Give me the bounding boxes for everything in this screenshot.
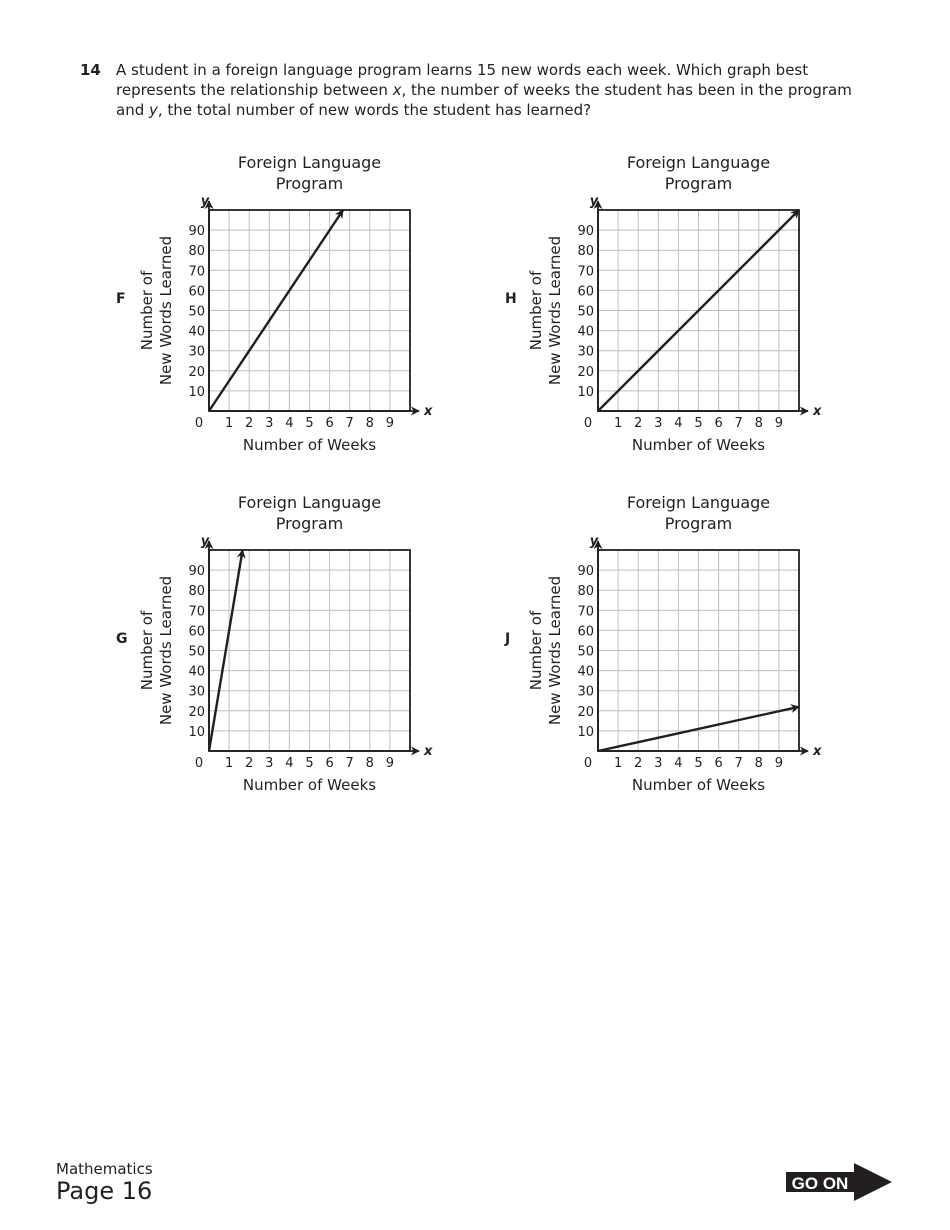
y-tick-label: 30 [188, 344, 205, 360]
x-axis-name: x [424, 744, 433, 759]
question-number: 14 [80, 61, 101, 79]
x-tick-label: 3 [654, 416, 663, 431]
chart-title: Program [664, 174, 733, 193]
x-tick-label: 0 [194, 756, 204, 771]
choice-label-j[interactable]: J [505, 631, 511, 647]
go-on-label: GO ON [791, 1174, 849, 1193]
y-axis-label: Number of [527, 610, 545, 691]
x-axis-name: x [813, 404, 822, 419]
x-tick-label: 5 [305, 756, 314, 771]
question-text: A student in a foreign language program learns 15 new words each week. Which graph best represents the relationship between x, the number of weeks the student has been in the program and y, the total number of new words the student has learned? [116, 61, 852, 119]
x-tick-label: 2 [634, 416, 643, 431]
x-tick-label: 2 [634, 756, 643, 771]
y-tick-label: 90 [188, 564, 205, 580]
y-axis-label: Number of [138, 610, 156, 691]
chart-title: Foreign Language [237, 153, 382, 172]
y-tick-label: 70 [577, 264, 594, 280]
y-tick-label: 50 [188, 304, 205, 320]
x-axis-label: Number of Weeks [631, 776, 766, 794]
y-tick-label: 10 [188, 724, 205, 740]
y-tick-label: 50 [577, 644, 594, 660]
y-tick-label: 10 [577, 724, 594, 740]
chart-title: Program [664, 514, 733, 533]
y-tick-label: 20 [188, 364, 205, 380]
x-tick-label: 7 [345, 756, 354, 771]
y-axis-label: Number of [138, 270, 156, 351]
y-tick-label: 70 [577, 604, 594, 620]
x-tick-label: 1 [224, 416, 234, 431]
x-tick-label: 2 [245, 416, 254, 431]
y-axis-label: New Words Learned [546, 575, 564, 726]
x-axis-label: Number of Weeks [631, 436, 766, 454]
x-tick-label: 4 [674, 416, 683, 431]
x-tick-label: 0 [583, 416, 593, 431]
choice-label-h[interactable]: H [505, 291, 517, 307]
choice-label-g[interactable]: G [116, 631, 128, 647]
y-tick-label: 40 [577, 324, 594, 340]
y-tick-label: 50 [577, 304, 594, 320]
y-tick-label: 80 [188, 244, 205, 260]
y-tick-label: 20 [577, 704, 594, 720]
y-axis-name: y [589, 534, 599, 549]
y-tick-label: 70 [188, 264, 205, 280]
y-tick-label: 80 [577, 244, 594, 260]
x-tick-label: 7 [345, 416, 354, 431]
y-tick-label: 40 [188, 664, 205, 680]
x-tick-label: 0 [583, 756, 593, 771]
x-axis-label: Number of Weeks [242, 776, 377, 794]
page-number: Page 16 [56, 1177, 153, 1205]
y-axis-name: y [589, 194, 599, 209]
x-tick-label: 3 [265, 756, 274, 771]
y-axis-label: New Words Learned [157, 235, 175, 386]
x-tick-label: 6 [714, 416, 723, 431]
x-tick-label: 5 [305, 416, 314, 431]
x-tick-label: 1 [613, 756, 623, 771]
y-axis-name: y [200, 534, 210, 549]
y-tick-label: 90 [188, 224, 205, 240]
x-tick-label: 7 [734, 416, 743, 431]
y-tick-label: 60 [188, 624, 205, 640]
x-tick-label: 9 [774, 416, 784, 431]
x-axis-label: Number of Weeks [242, 436, 377, 454]
chart-title: Program [275, 514, 344, 533]
x-tick-label: 8 [365, 416, 374, 431]
y-tick-label: 20 [577, 364, 594, 380]
y-axis-label: Number of [527, 270, 545, 351]
footer-subject: Mathematics [56, 1160, 153, 1178]
go-on-arrow-icon [786, 1163, 894, 1203]
y-tick-label: 90 [577, 564, 594, 580]
y-tick-label: 60 [577, 284, 594, 300]
x-tick-label: 8 [365, 756, 374, 771]
x-tick-label: 5 [694, 756, 703, 771]
x-tick-label: 1 [224, 756, 234, 771]
y-tick-label: 20 [188, 704, 205, 720]
y-tick-label: 60 [577, 624, 594, 640]
x-tick-label: 3 [265, 416, 274, 431]
x-tick-label: 6 [325, 416, 334, 431]
x-axis-name: x [424, 404, 433, 419]
x-tick-label: 8 [754, 756, 763, 771]
x-tick-label: 9 [774, 756, 784, 771]
y-tick-label: 40 [188, 324, 205, 340]
x-tick-label: 8 [754, 416, 763, 431]
x-tick-label: 1 [613, 416, 623, 431]
y-tick-label: 30 [188, 684, 205, 700]
x-tick-label: 4 [285, 416, 294, 431]
chart-title: Program [275, 174, 344, 193]
y-axis-label: New Words Learned [157, 575, 175, 726]
x-tick-label: 0 [194, 416, 204, 431]
x-tick-label: 6 [714, 756, 723, 771]
x-tick-label: 7 [734, 756, 743, 771]
chart-title: Foreign Language [626, 493, 771, 512]
x-tick-label: 9 [385, 416, 395, 431]
x-tick-label: 6 [325, 756, 334, 771]
y-tick-label: 30 [577, 684, 594, 700]
y-tick-label: 40 [577, 664, 594, 680]
y-tick-label: 50 [188, 644, 205, 660]
chart-title: Foreign Language [626, 153, 771, 172]
y-tick-label: 10 [577, 384, 594, 400]
y-tick-label: 90 [577, 224, 594, 240]
y-axis-label: New Words Learned [546, 235, 564, 386]
y-tick-label: 60 [188, 284, 205, 300]
chart-title: Foreign Language [237, 493, 382, 512]
y-tick-label: 80 [188, 584, 205, 600]
choice-label-f[interactable]: F [116, 291, 126, 307]
x-tick-label: 3 [654, 756, 663, 771]
y-tick-label: 80 [577, 584, 594, 600]
x-tick-label: 4 [674, 756, 683, 771]
y-tick-label: 70 [188, 604, 205, 620]
x-tick-label: 5 [694, 416, 703, 431]
x-tick-label: 4 [285, 756, 294, 771]
y-tick-label: 10 [188, 384, 205, 400]
y-tick-label: 30 [577, 344, 594, 360]
x-axis-name: x [813, 744, 822, 759]
x-tick-label: 9 [385, 756, 395, 771]
y-axis-name: y [200, 194, 210, 209]
x-tick-label: 2 [245, 756, 254, 771]
